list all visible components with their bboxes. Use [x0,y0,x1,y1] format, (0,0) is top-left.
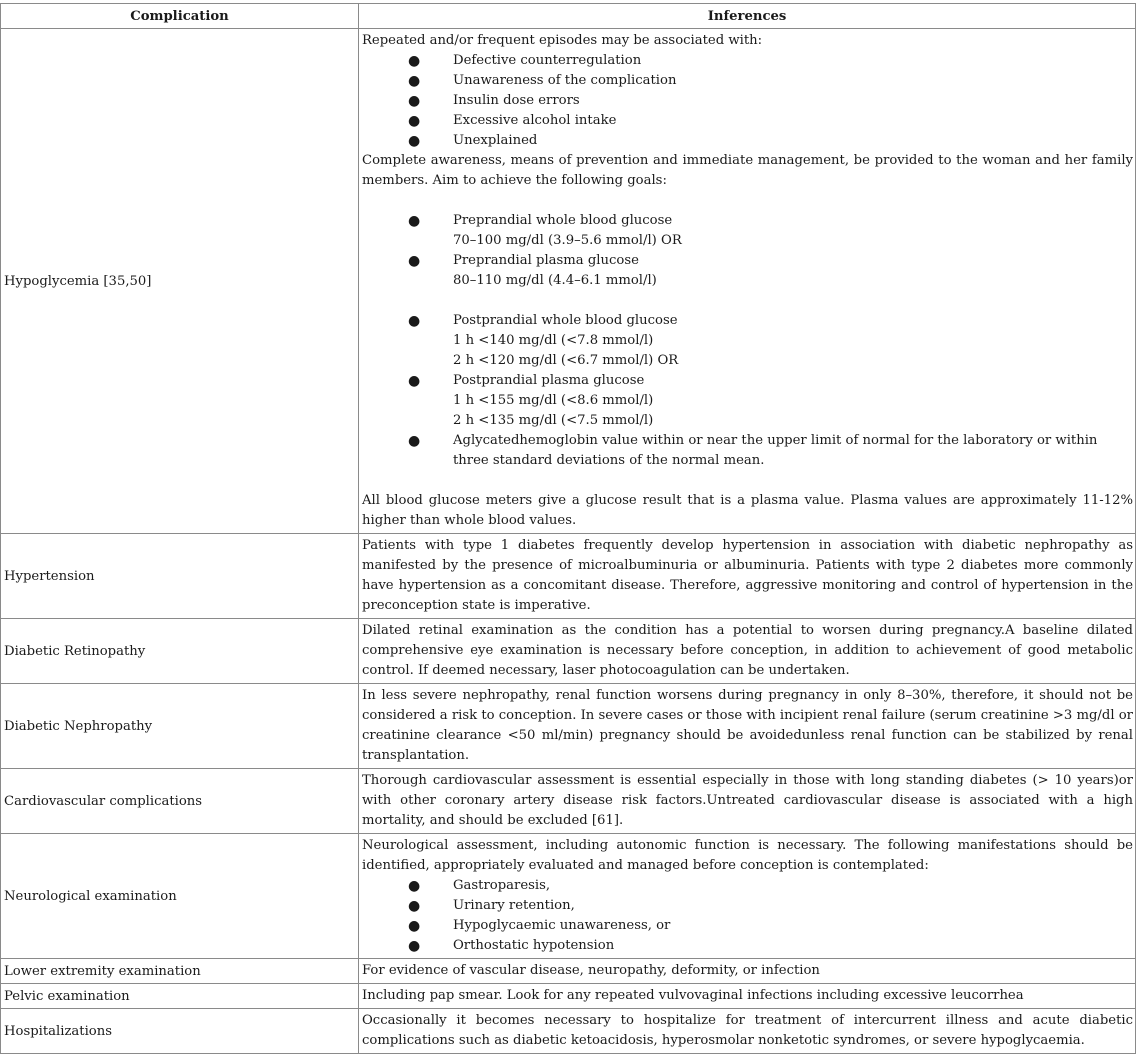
bullet-icon: ● [408,53,421,69]
bullet-icon: ● [408,373,421,389]
inference-text: For evidence of vascular disease, neuropathy, deformity, or infection [362,963,820,978]
table-row [1,29,1136,534]
inferences-cell [359,29,1136,534]
list-item [362,936,1133,956]
inferences-cell [359,619,1136,684]
list-item-text: Unexplained [453,133,538,148]
list-item-text: 2 h <135 mg/dl (<7.5 mmol/l) [453,413,654,428]
inferences-cell [359,769,1136,834]
bullet-icon: ● [408,918,421,934]
list-item-text: 1 h <155 mg/dl (<8.6 mmol/l) [453,393,654,408]
inferences-cell [359,834,1136,959]
list-item-text: 70–100 mg/dl (3.9–5.6 mmol/l) OR [453,233,682,248]
inference-text: Occasionally it becomes necessary to hospitalize for treatment of intercurrent illness and acute diabetic complications such as diabetic ketoacidosis, hyperosmolar nonketotic syndromes, or severe hypoglycaemia. [362,1013,1133,1048]
table-row [1,684,1136,769]
complication-cell: Hypoglycemia [35,50] [1,29,359,534]
inference-text: Patients with type 1 diabetes frequently develop hypertension in association with diabetic nephropathy as manifested by the presence of microalbuminuria or albuminuria. Patients with type 2 diabetes more commonly have hypertension as a concomitant disease. Therefore, aggressive monitoring and control of hypertension in the preconception state is imperative. [362,538,1133,613]
bullet-list [362,51,1133,151]
bullet-list [362,876,1133,956]
bullet-list [362,211,1133,291]
complication-cell: Pelvic examination [1,984,359,1009]
bullet-icon: ● [408,878,421,894]
spacer [362,191,1133,211]
list-item [362,896,1133,916]
list-item-text: Excessive alcohol intake [453,113,617,128]
inference-text: Neurological assessment, including autonomic function is necessary. The following manifestations should be identified, appropriately evaluated and managed before conception is contemplated: [362,838,1133,873]
list-item-text: Insulin dose errors [453,93,580,108]
complication-cell: Cardiovascular complications [1,769,359,834]
table-row [1,619,1136,684]
list-item-text: Urinary retention, [453,898,575,913]
list-item [362,876,1133,896]
table-row [1,769,1136,834]
inference-text: Complete awareness, means of prevention and immediate management, be provided to the woman and her family members. Aim to achieve the following goals: [362,153,1133,188]
bullet-icon: ● [408,898,421,914]
spacer [362,291,1133,311]
list-item-text: Preprandial plasma glucose [453,253,639,268]
list-item [362,111,1133,131]
list-item-text: Unawareness of the complication [453,73,677,88]
complications-table [0,3,1136,1054]
list-item [362,371,1133,431]
complication-cell: Hospitalizations [1,1009,359,1054]
complication-cell: Hypertension [1,534,359,619]
table-row [1,984,1136,1009]
header-complication: Complication [1,4,359,29]
inferences-cell [359,684,1136,769]
header-row [1,4,1136,29]
inferences-cell [359,984,1136,1009]
inference-text: Thorough cardiovascular assessment is essential especially in those with long standing diabetes (> 10 years)or with other coronary artery disease risk factors.Untreated cardiovascular disease is associated with a high mortality, and should be excluded [61]. [362,773,1133,828]
list-item-text: Orthostatic hypotension [453,938,615,953]
bullet-icon: ● [408,253,421,269]
bullet-icon: ● [408,113,421,129]
table-row [1,834,1136,959]
list-item [362,51,1133,71]
complication-cell: Neurological examination [1,834,359,959]
bullet-icon: ● [408,938,421,954]
bullet-icon: ● [408,433,421,449]
list-item-text: Postprandial whole blood glucose [453,313,678,328]
bullet-icon: ● [408,93,421,109]
table-row [1,534,1136,619]
bullet-icon: ● [408,133,421,149]
list-item-text: Gastroparesis, [453,878,551,893]
list-item-text: 80–110 mg/dl (4.4–6.1 mmol/l) [453,273,657,288]
list-item [362,916,1133,936]
table-body [1,29,1136,1054]
inferences-cell [359,1009,1136,1054]
bullet-list [362,311,1133,471]
bullet-icon: ● [408,73,421,89]
complication-cell: Diabetic Retinopathy [1,619,359,684]
complication-cell: Diabetic Nephropathy [1,684,359,769]
list-item-text: 2 h <120 mg/dl (<6.7 mmol/l) OR [453,353,679,368]
inference-text: All blood glucose meters give a glucose result that is a plasma value. Plasma values are approximately 11-12% higher than whole blood values. [362,493,1133,528]
header-inferences: Inferences [359,4,1136,29]
list-item [362,211,1133,251]
table-row [1,1009,1136,1054]
list-item-text: Defective counterregulation [453,53,642,68]
list-item [362,71,1133,91]
bullet-icon: ● [408,213,421,229]
inferences-cell [359,959,1136,984]
spacer [362,471,1133,491]
list-item [362,251,1133,291]
inference-text: In less severe nephropathy, renal function worsens during pregnancy in only 8–30%, therefore, it should not be considered a risk to conception. In severe cases or those with incipient renal failure (serum creatinine >3 mg/dl or creatinine clearance <50 ml/min) pregnancy should be avoidedunless renal function can be stabilized by renal transplantation. [362,688,1133,763]
complication-cell: Lower extremity examination [1,959,359,984]
inference-text: Dilated retinal examination as the condition has a potential to worsen during pregnancy.A baseline dilated comprehensive eye examination is necessary before conception, in addition to achievement of good metabolic control. If deemed necessary, laser photocoagulation can be undertaken. [362,623,1133,678]
list-item-text: Postprandial plasma glucose [453,373,645,388]
list-item [362,431,1133,471]
inferences-cell [359,534,1136,619]
list-item [362,311,1133,371]
table-row [1,959,1136,984]
list-item [362,131,1133,151]
inference-text: Including pap smear. Look for any repeated vulvovaginal infections including excessive leucorrhea [362,988,1024,1003]
inference-text: Repeated and/or frequent episodes may be associated with: [362,33,763,48]
list-item-text: 1 h <140 mg/dl (<7.8 mmol/l) [453,333,654,348]
bullet-icon: ● [408,313,421,329]
list-item [362,91,1133,111]
list-item-text: Hypoglycaemic unawareness, or [453,918,671,933]
list-item-text: Aglycatedhemoglobin value within or near the upper limit of normal for the laboratory or within three standard deviations of the normal mean. [453,433,1098,468]
list-item-text: Preprandial whole blood glucose [453,213,673,228]
